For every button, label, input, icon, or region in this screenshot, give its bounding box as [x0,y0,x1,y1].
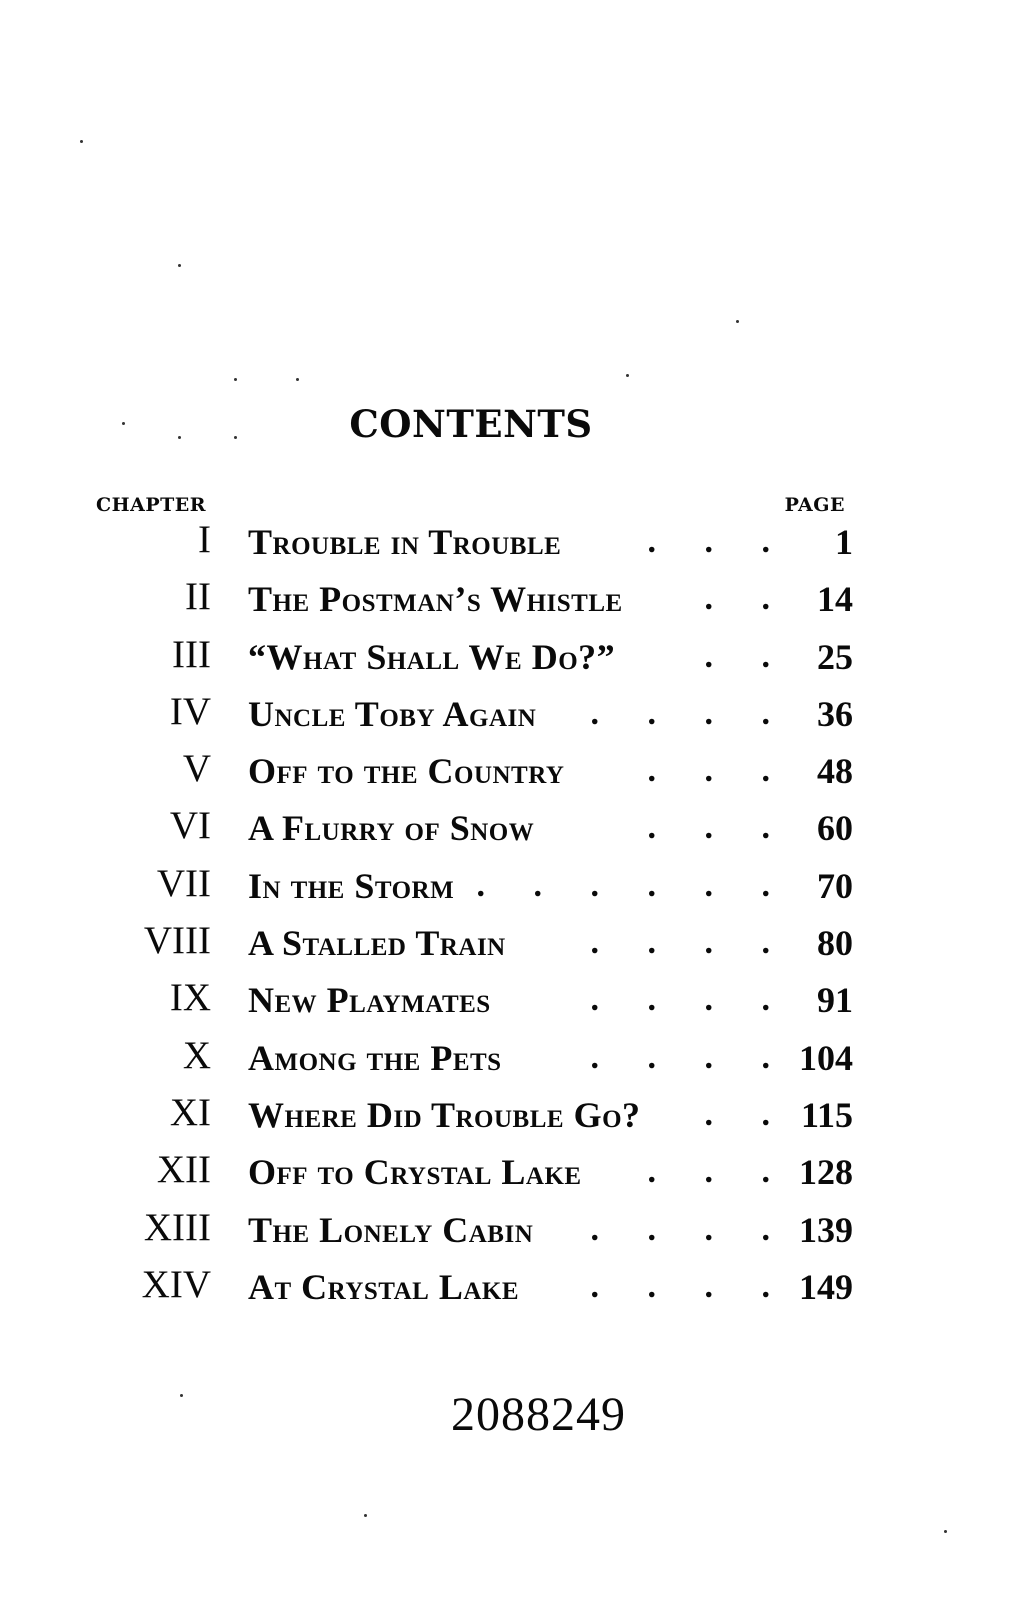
toc-entry [0,1028,1011,1085]
dot-leader: . . . . . . [476,866,790,904]
page-number: 91 [817,980,853,1021]
toc-entry [0,913,1011,970]
chapter-title: “What Shall We Do?” [248,636,616,677]
dot-leader: . . . [647,1153,790,1191]
chapter-title: New Playmates [248,980,491,1021]
page-column-header: PAGE [784,494,845,516]
ink-speck [944,1530,947,1533]
toc-entry [0,741,1011,798]
toc-entry [0,627,1011,684]
chapter-numeral: XI [169,1090,211,1134]
ink-speck [296,378,299,381]
page-number: 70 [817,865,853,906]
chapter-title: A Flurry of Snow [248,808,535,849]
chapter-title: Off to Crystal Lake [248,1152,582,1193]
chapter-numeral: II [185,575,211,619]
toc-entry [0,1257,1011,1314]
stamp-number: 2088249 [451,1388,626,1441]
chapter-title: Trouble in Trouble [248,522,562,562]
ink-speck [80,140,83,143]
toc-entry [0,684,1011,741]
ink-speck [234,378,237,381]
chapter-numeral: X [182,1033,211,1077]
ink-speck [364,1514,367,1517]
toc-entry [0,1142,1011,1199]
chapter-title: Where Did Trouble Go? [248,1094,641,1135]
chapter-title: At Crystal Lake [248,1266,520,1307]
ink-speck [626,374,629,377]
page-number: 1 [835,522,853,562]
page-number: 36 [817,693,853,734]
chapter-numeral: III [172,632,211,676]
ink-speck [178,264,181,267]
page-number: 104 [799,1037,853,1078]
toc-entry [0,569,1011,626]
page-number: 115 [800,1094,853,1135]
toc-entry [0,970,1011,1027]
dot-leader: . . . [647,809,790,847]
page-number: 80 [817,923,853,964]
chapter-numeral: XIV [141,1262,211,1306]
chapter-numeral: VII [156,861,211,905]
page-number: 149 [799,1266,853,1307]
chapter-title: In the Storm [248,865,455,906]
dot-leader: . . [704,580,790,618]
toc-entry [0,1200,1011,1257]
chapter-title: Off to the Country [248,751,565,792]
ink-speck [180,1394,183,1397]
chapter-numeral: VI [169,804,211,848]
chapter-numeral: XII [156,1148,211,1192]
chapter-title: A Stalled Train [248,923,506,964]
ink-speck [736,320,739,323]
chapter-title: Uncle Toby Again [248,693,537,734]
dot-leader: . . . . [590,1210,790,1248]
toc-entry [0,798,1011,855]
chapter-title: Among the Pets [248,1037,502,1078]
dot-leader: . . . . [590,924,790,962]
chapter-title: The Lonely Cabin [248,1209,534,1250]
page-number: 128 [799,1152,853,1193]
contents-list [0,512,1011,1314]
chapter-column-header: CHAPTER [96,494,207,516]
dot-leader: . . . . [590,1267,790,1305]
page-number: 25 [817,636,853,677]
chapter-numeral: IV [169,689,211,733]
chapter-numeral: I [198,518,211,561]
page-number: 139 [799,1209,853,1250]
chapter-numeral: IX [169,976,211,1020]
page-number: 48 [817,751,853,792]
dot-leader: . . . . [590,1038,790,1076]
chapter-numeral: XIII [143,1205,211,1249]
chapter-numeral: VIII [143,919,211,963]
dot-leader: . . . . [590,981,790,1019]
dot-leader: . . . . [590,694,790,732]
chapter-numeral: V [182,747,211,791]
dot-leader: . . . [647,523,790,560]
dot-leader: . . . [647,752,790,790]
contents-title: CONTENTS [349,402,593,446]
page-number: 14 [817,579,853,620]
chapter-title: The Postman’s Whistle [248,579,623,620]
page-number: 60 [817,808,853,849]
toc-entry [0,1085,1011,1142]
toc-entry [0,856,1011,913]
toc-entry [0,512,1011,569]
dot-leader: . . [704,637,790,675]
dot-leader: . . [704,1095,790,1133]
